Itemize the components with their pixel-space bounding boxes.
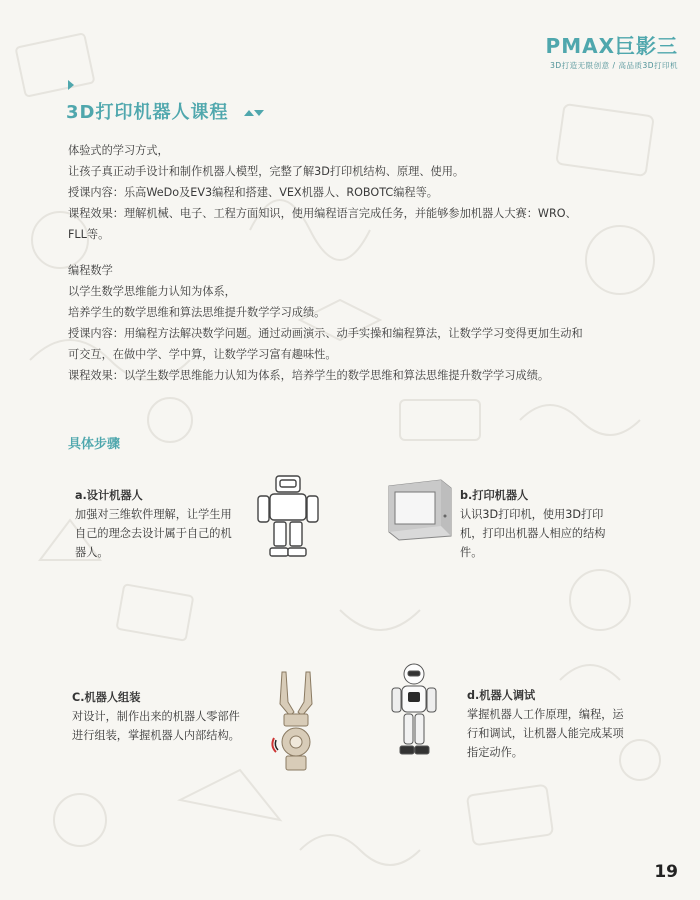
math-section	[68, 260, 638, 386]
step-label: C.机器人组装	[72, 691, 141, 704]
intro-line: 让孩子真正动手设计和制作机器人模型，完整了解3D打印机结构、原理、使用。	[68, 165, 465, 178]
intro-line: 授课内容：乐高WeDo及EV3编程和搭建、VEX机器人、ROBOTC编程等。	[68, 186, 438, 199]
step-design	[75, 486, 240, 562]
brand-logo	[518, 30, 678, 71]
math-line: 培养学生的数学思维和算法思维提升数学学习成绩。	[68, 306, 326, 319]
step-debug	[467, 686, 627, 762]
page-number: 19	[654, 862, 678, 882]
math-line: 可交互，在做中学、学中算，让数学学习富有趣味性。	[68, 348, 337, 361]
page-title	[66, 98, 266, 124]
robot-sketch-image	[254, 472, 322, 562]
intro-line: 课程效果：理解机械、电子、工程方面知识，使用编程语言完成任务，并能够参加机器人大赛：WRO、	[68, 207, 577, 220]
title-marker-icon	[68, 80, 74, 90]
step-label: a.设计机器人	[75, 489, 143, 502]
humanoid-robot-image	[388, 662, 440, 764]
step-description: 加强对三维软件理解，让学生用自己的理念去设计属于自己的机器人。	[75, 508, 232, 559]
robot-gripper-image	[268, 668, 324, 776]
title-block	[66, 84, 266, 124]
math-line: 编程数学	[68, 264, 113, 277]
intro-line: 体验式的学习方式，	[68, 144, 169, 157]
step-description: 掌握机器人工作原理，编程，运行和调试，让机器人能完成某项指定动作。	[467, 708, 624, 759]
logo-mark: PMAX巨影三	[545, 34, 678, 58]
steps-heading: 具体步骤	[68, 437, 121, 452]
math-line: 授课内容：用编程方法解决数学问题。通过动画演示、动手实操和编程算法，让数学学习变得更加生动和	[68, 327, 583, 340]
math-line: 以学生数学思维能力认知为体系，	[68, 285, 236, 298]
title-deco-icon	[242, 108, 266, 118]
step-label: b.打印机器人	[460, 489, 529, 502]
intro-section	[68, 140, 638, 245]
math-line: 课程效果：以学生数学思维能力认知为体系，培养学生的数学思维和算法思维提升数学学习成绩。	[68, 369, 550, 382]
page-title-text: 3D打印机器人课程	[66, 102, 229, 123]
intro-line: FLL等。	[68, 228, 110, 241]
step-description: 认识3D打印机，使用3D打印机，打印出机器人相应的结构件。	[460, 508, 606, 559]
step-assemble	[72, 688, 240, 745]
step-label: d.机器人调试	[467, 689, 536, 702]
step-description: 对设计，制作出来的机器人零部件进行组装，掌握机器人内部结构。	[72, 710, 240, 742]
step-print	[460, 486, 620, 562]
3d-printer-image	[381, 476, 456, 542]
logo-tagline: 3D打造无限创意 / 高品质3D打印机	[550, 61, 678, 70]
